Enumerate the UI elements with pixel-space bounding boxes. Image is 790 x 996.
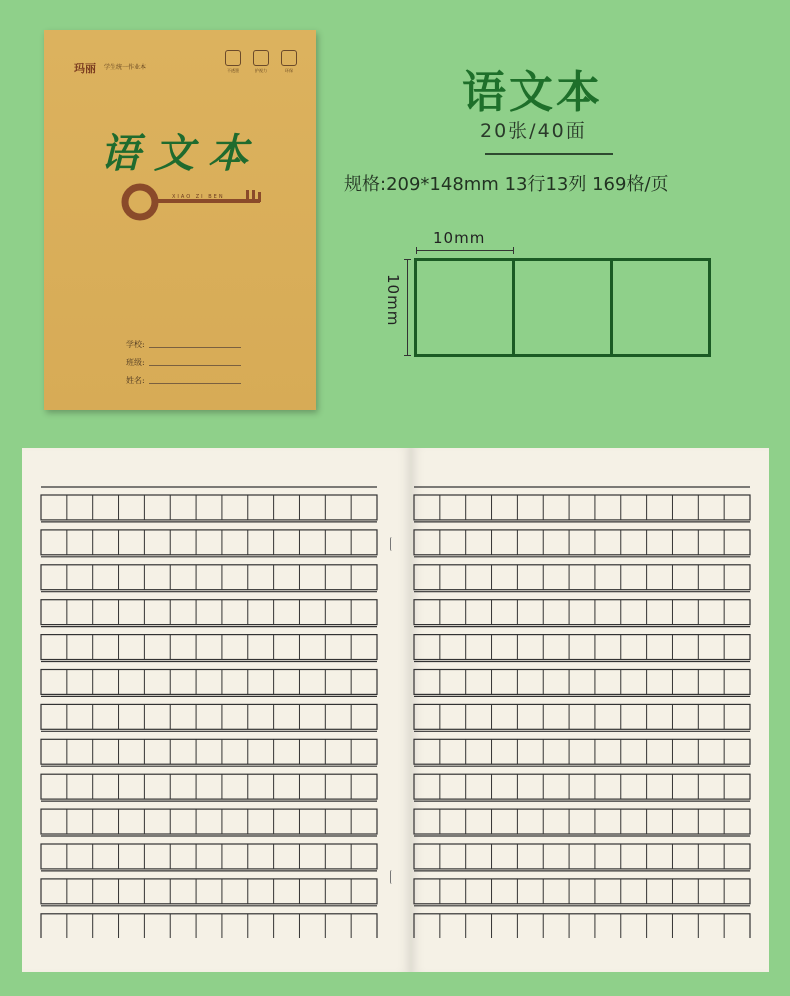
grid-row [41, 906, 377, 938]
feature-badges [222, 50, 300, 74]
key-icon [118, 182, 298, 222]
grid-row [414, 522, 750, 555]
notebook-cover [44, 30, 316, 410]
spec-line: 规格:209*148mm 13行13列 169格/页 [344, 174, 669, 195]
grid-row [414, 871, 750, 904]
grid-row [414, 662, 750, 695]
diagram-cell [515, 261, 613, 354]
grid-row [414, 557, 750, 590]
grid-row [41, 522, 377, 555]
grid-row [414, 487, 750, 520]
grid-row [41, 557, 377, 590]
grid-row [414, 766, 750, 799]
grid-row [41, 801, 377, 834]
grid-row [414, 696, 750, 729]
badge-ink: 不透墨 [222, 50, 244, 74]
grid-row [41, 871, 377, 904]
name-fields [126, 332, 241, 386]
badge-eye: 护视力 [250, 50, 272, 74]
eye-icon [253, 50, 269, 66]
product-title: 语文本 [462, 67, 603, 118]
grid-row [41, 592, 377, 625]
grid-row [41, 662, 377, 695]
staple-top [390, 537, 394, 551]
school-field: 学校: [126, 332, 241, 350]
key-caption: XIAO ZI BEN [172, 194, 225, 200]
pencil-icon [225, 50, 241, 66]
divider [485, 153, 613, 155]
class-field: 班级: [126, 350, 241, 368]
diagram-cell [613, 261, 708, 354]
grid-row [414, 731, 750, 764]
cover-title: 语文本 [100, 130, 262, 177]
height-dimension-line [407, 259, 408, 356]
diagram-cell [417, 261, 515, 354]
leaf-icon [281, 50, 297, 66]
grid-row [41, 731, 377, 764]
writing-grid-left [40, 486, 380, 938]
left-page [22, 448, 411, 972]
page-count: 20张/40面 [480, 120, 587, 142]
grid-row [414, 906, 750, 938]
grid-row [414, 592, 750, 625]
grid-row [41, 766, 377, 799]
staple-bottom [390, 870, 394, 884]
grid-row [414, 836, 750, 869]
grid-row [414, 627, 750, 660]
grid-row [41, 627, 377, 660]
grid-row [414, 801, 750, 834]
badge-eco: 环保 [278, 50, 300, 74]
cover-subtitle: 学生统一作业本 [104, 64, 147, 71]
name-field: 姓名: [126, 368, 241, 386]
width-dimension-line [416, 250, 514, 251]
grid-row [41, 696, 377, 729]
grid-row [41, 836, 377, 869]
grid-row [41, 487, 377, 520]
width-label: 10mm [433, 229, 486, 247]
right-page [411, 448, 769, 972]
writing-grid-right [413, 486, 753, 938]
brand-logo: 玛丽 [74, 62, 96, 75]
height-label: 10mm [384, 274, 402, 327]
cell-size-diagram [414, 258, 711, 357]
